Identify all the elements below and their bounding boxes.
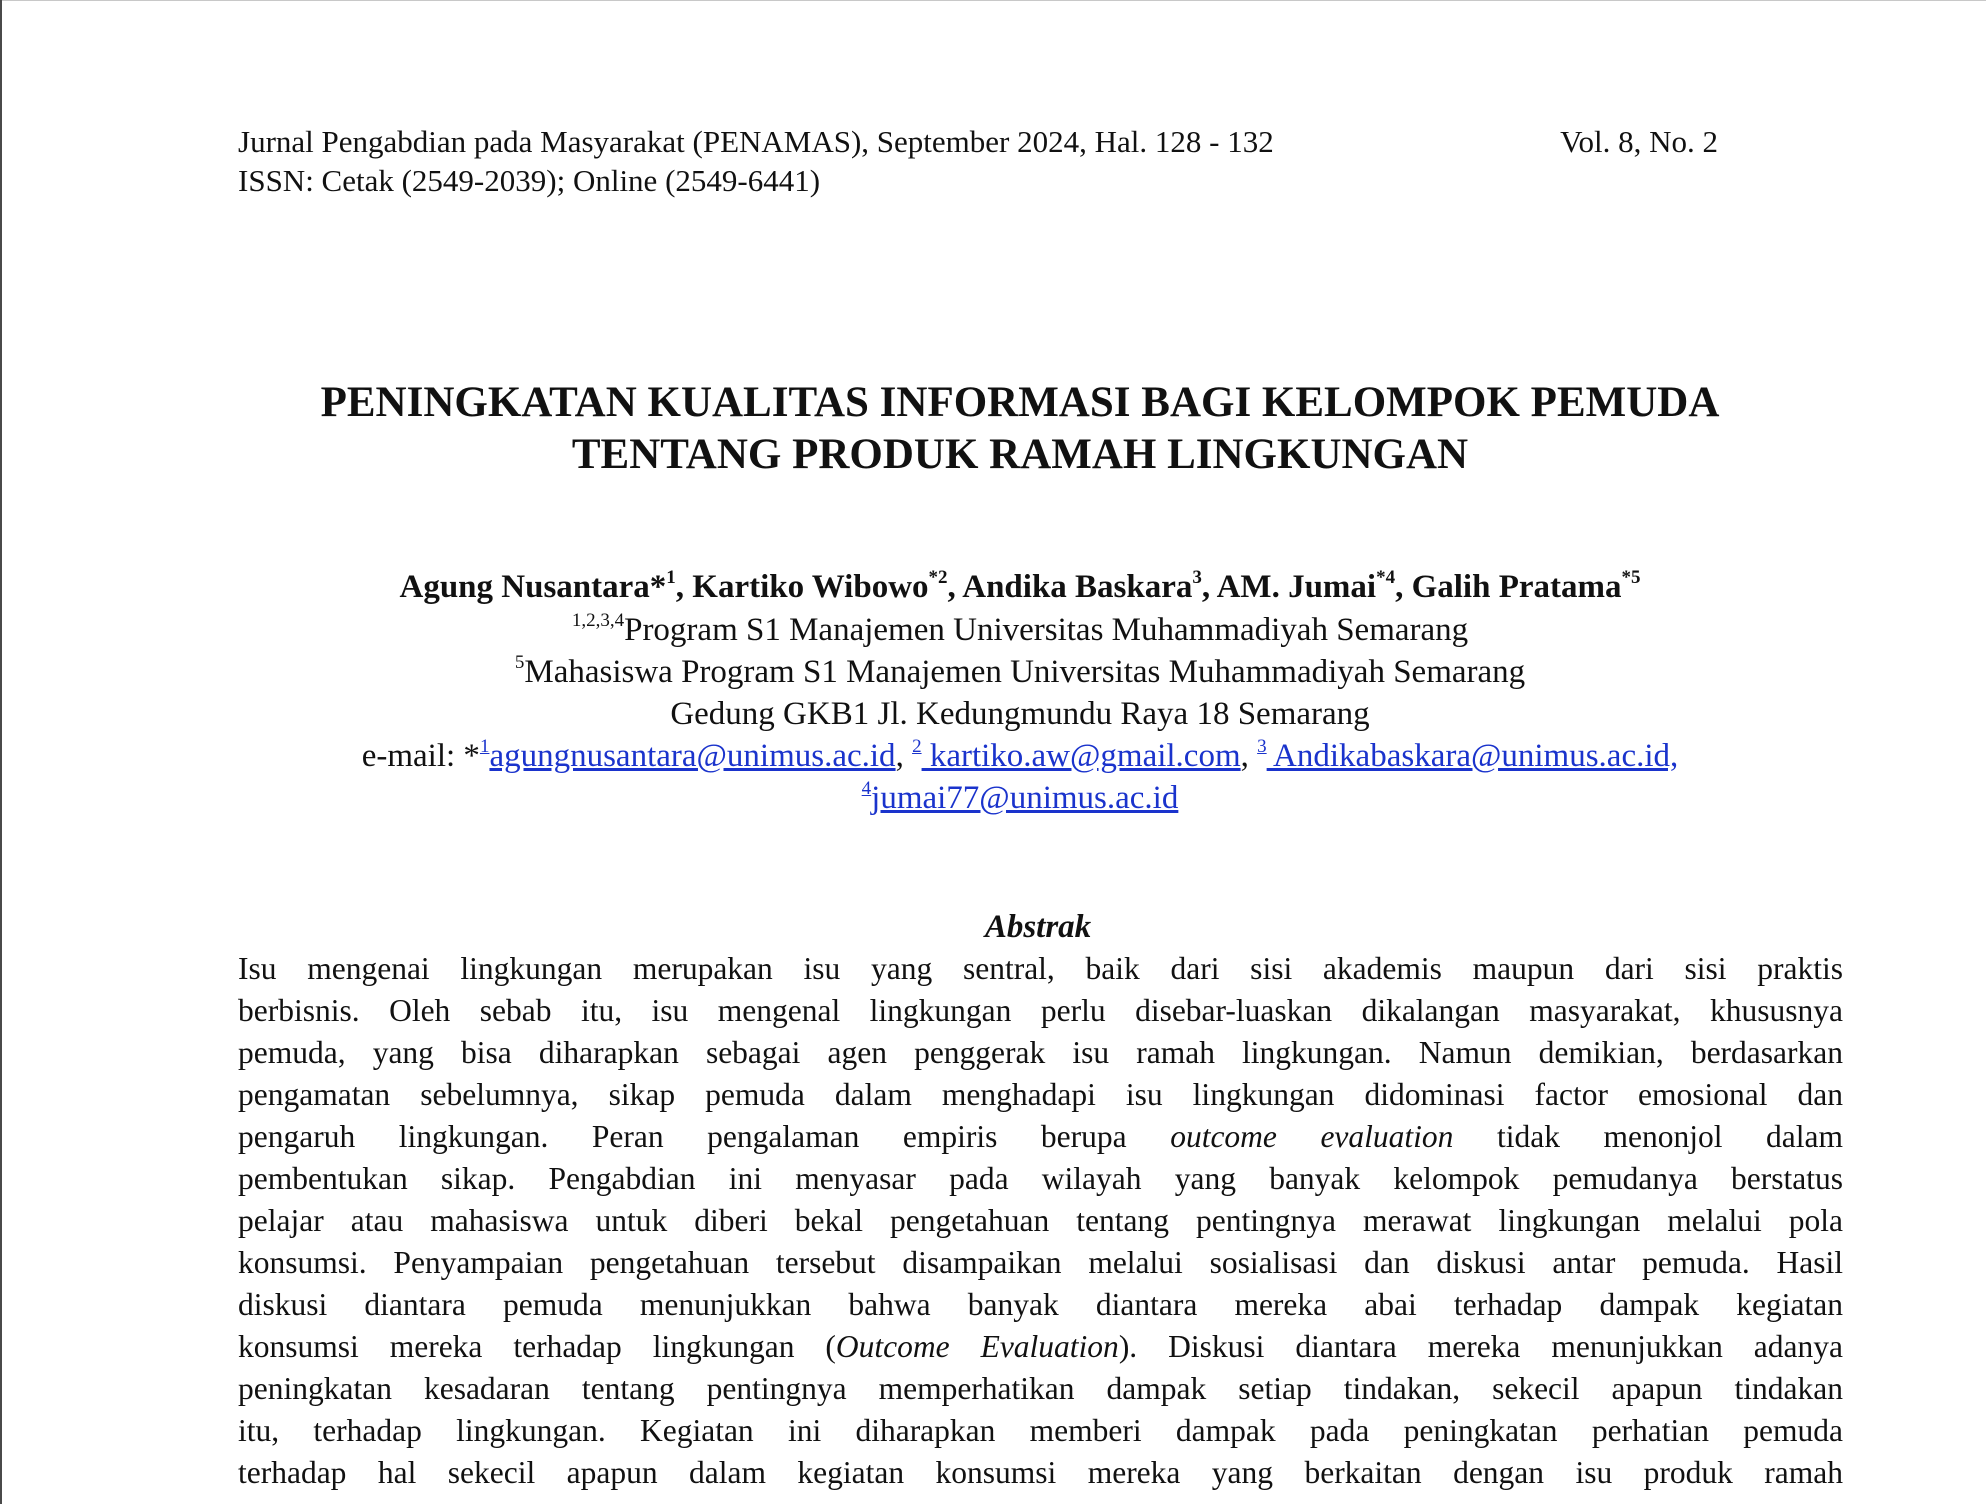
email-sep-2: , (1240, 738, 1258, 774)
abstract-italic-term: outcome evaluation (1170, 1119, 1454, 1154)
abstract-line: pembentukan sikap. Pengabdian ini menyasar pada wilayah yang banyak kelompok pemudanya berstatus (238, 1161, 1843, 1196)
abstract-line (238, 1326, 1843, 1368)
abstract-body (238, 948, 1843, 1494)
abstract-line: Isu mengenai lingkungan merupakan isu yang sentral, baik dari sisi akademis maupun dari sisi praktis (238, 951, 1843, 986)
abstract-line: itu, terhadap lingkungan. Kegiatan ini diharapkan memberi dampak pada peningkatan perhatian pemuda (238, 1413, 1843, 1448)
email-2-sup: 2 (912, 736, 922, 757)
abstract-text: pengaruh lingkungan. Peran pengalaman empiris berupa (238, 1119, 1171, 1154)
author-sup: *4 (1376, 567, 1396, 588)
author-sep: , (1201, 569, 1217, 605)
author-sup: 1 (666, 567, 676, 588)
author-name: Andika Baskara (962, 569, 1193, 605)
author-sup: 3 (1192, 567, 1202, 588)
abstract-line: terhadap hal sekecil apapun dalam kegiatan konsumsi mereka yang berkaitan dengan isu produk ramah (238, 1455, 1843, 1490)
email-4-sup: 4 (861, 778, 872, 799)
volume-issue: Vol. 8, No. 2 (1560, 124, 1718, 159)
author-name: Kartiko Wibowo (692, 569, 929, 605)
author-name: Galih Pratama (1411, 569, 1622, 605)
email-link-4[interactable]: jumai77@unimus.ac.id (871, 780, 1179, 816)
author-sup: *5 (1621, 567, 1641, 588)
author-sep: , (675, 569, 693, 605)
email-label: e-mail: * (361, 738, 480, 774)
email-3-sup: 3 (1257, 736, 1267, 757)
paper-title (238, 377, 1802, 481)
author-sep: , (947, 569, 963, 605)
affiliation-2 (238, 651, 1802, 693)
header-row-journal (238, 122, 1718, 161)
abstract-line: konsumsi. Penyampaian pengetahuan tersebut disampaikan melalui sosialisasi dan diskusi antar pemuda. Hasil (238, 1245, 1843, 1280)
email-line (238, 735, 1802, 777)
email-link-2[interactable]: kartiko.aw@gmail.com (921, 738, 1241, 774)
abstract-heading: Abstrak (984, 909, 1092, 945)
title-line-1: PENINGKATAN KUALITAS INFORMASI BAGI KELOMPOK PEMUDA (320, 379, 1720, 426)
abstract-line: diskusi diantara pemuda menunjukkan bahwa banyak diantara mereka abai terhadap dampak kegiatan (238, 1287, 1843, 1322)
journal-citation: Jurnal Pengabdian pada Masyarakat (PENAMAS), September 2024, Hal. 128 - 132 (238, 124, 1274, 159)
abstract-italic-term: Outcome Evaluation (835, 1329, 1119, 1364)
author-name: Agung Nusantara* (399, 569, 667, 605)
abstract-text: konsumsi mereka terhadap lingkungan ( (238, 1329, 836, 1364)
abstract-line: berbisnis. Oleh sebab itu, isu mengenal lingkungan perlu disebar-luaskan dikalangan masyarakat, khususnya (238, 993, 1843, 1028)
abstract-line: peningkatan kesadaran tentang pentingnya memperhatikan dampak setiap tindakan, sekecil apapun tindakan (238, 1371, 1843, 1406)
page-top-edge (0, 0, 1986, 1)
email-1-sup: 1 (479, 736, 490, 757)
affiliation-address: Gedung GKB1 Jl. Kedungmundu Raya 18 Semarang (670, 696, 1370, 732)
affiliation-1-sup: 1,2,3,4 (571, 610, 625, 631)
abstract-line: pelajar atau mahasiswa untuk diberi bekal pengetahuan tentang pentingnya merawat lingkungan melalui pola (238, 1203, 1843, 1238)
title-line-2: TENTANG PRODUK RAMAH LINGKUNGAN (571, 431, 1469, 478)
affiliation-2-sup: 5 (514, 652, 525, 673)
email-link-3[interactable]: Andikabaskara@unimus.ac.id, (1266, 738, 1679, 774)
abstract-text: ). Diskusi diantara mereka menunjukkan adanya (1118, 1329, 1843, 1364)
email-sep-1: , (895, 738, 913, 774)
running-header (238, 122, 1718, 200)
affiliation-2-text: Mahasiswa Program S1 Manajemen Universitas Muhammadiyah Semarang (524, 654, 1526, 690)
author-list (238, 565, 1802, 609)
issn-line: ISSN: Cetak (2549-2039); Online (2549-6441) (238, 163, 821, 198)
email-line-2 (238, 777, 1802, 819)
affiliation-1-text: Program S1 Manajemen Universitas Muhammadiyah Semarang (624, 612, 1469, 648)
author-sup: *2 (928, 567, 948, 588)
page-left-edge (0, 0, 2, 1504)
abstract-line: pemuda, yang bisa diharapkan sebagai agen penggerak isu ramah lingkungan. Namun demikian, berdasarkan (238, 1035, 1843, 1070)
email-link-1[interactable]: agungnusantara@unimus.ac.id (489, 738, 896, 774)
abstract-line (238, 1116, 1843, 1158)
author-sep: , (1395, 569, 1412, 605)
affiliation-1 (238, 609, 1802, 651)
header-row-issn (238, 161, 1718, 200)
abstract-text: tidak menonjol dalam (1453, 1119, 1843, 1154)
abstract-line: pengamatan sebelumnya, sikap pemuda dalam menghadapi isu lingkungan didominasi factor emosional dan (238, 1077, 1843, 1112)
author-name: AM. Jumai (1216, 569, 1377, 605)
